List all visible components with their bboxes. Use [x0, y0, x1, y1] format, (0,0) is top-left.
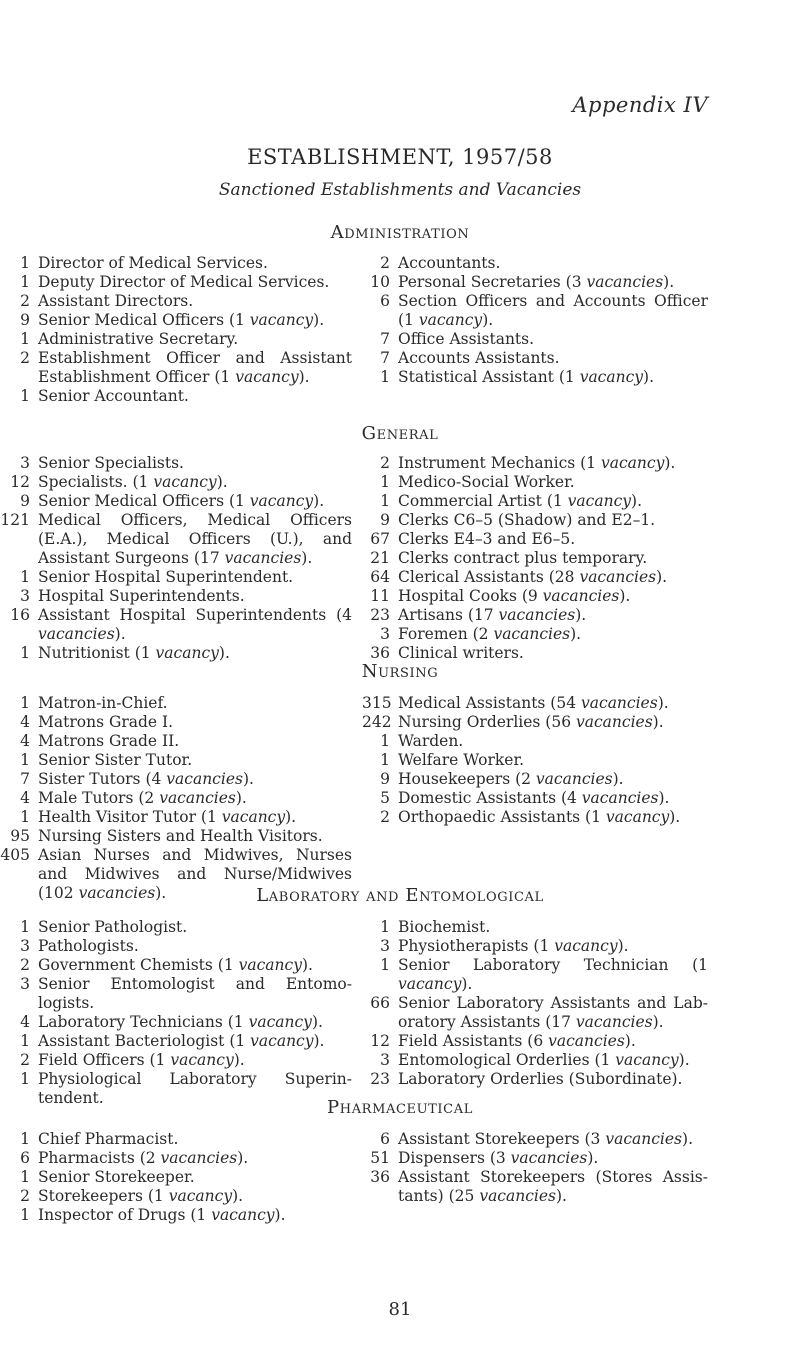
entry-count: 1 [380, 732, 390, 750]
entry-count: 1 [20, 918, 30, 936]
entry-description: Health Visitor Tutor (1 vacancy). [38, 808, 297, 826]
establishment-entry [362, 956, 708, 994]
entry-count: 4 [20, 732, 30, 750]
entry-count: 2 [20, 1051, 30, 1069]
entry-count: 1 [20, 751, 30, 769]
establishment-entry [362, 1168, 708, 1206]
establishment-entry [0, 1013, 352, 1032]
entry-description: Commercial Artist (1 vacancy). [398, 492, 642, 510]
entry-description: Senior Accountant. [38, 387, 189, 405]
entry-count: 64 [370, 568, 390, 586]
entry-count: 4 [20, 1013, 30, 1031]
administration-right-list [362, 254, 708, 387]
entry-count: 10 [370, 273, 390, 291]
entry-count: 9 [380, 511, 390, 529]
entry-description: Establishment Officer and Assistant Establishment Officer (1 vacancy). [38, 349, 352, 386]
establishment-entry [362, 368, 708, 387]
entry-count: 405 [0, 846, 30, 864]
entry-description: Senior Storekeeper. [38, 1168, 195, 1186]
establishment-entry [0, 454, 352, 473]
establishment-entry [362, 1051, 708, 1070]
entry-description: Senior Medical Officers (1 vacancy). [38, 311, 325, 329]
nursing-left-list [0, 694, 352, 903]
page-subtitle: Sanctioned Establishments and Vacancies [218, 180, 582, 200]
establishment-entry [0, 808, 352, 827]
entry-count: 7 [380, 330, 390, 348]
entry-description: Orthopaedic Assistants (1 vacancy). [398, 808, 681, 826]
entry-count: 1 [380, 751, 390, 769]
entry-count: 121 [0, 511, 30, 529]
entry-description: Senior Laboratory Technician (1 vacancy). [398, 956, 708, 993]
entry-count: 36 [370, 644, 390, 662]
entry-count: 2 [380, 454, 390, 472]
entry-description: Laboratory Technicians (1 vacancy). [38, 1013, 323, 1031]
establishment-entry [0, 1187, 352, 1206]
pharmaceutical-right-list [362, 1130, 708, 1206]
establishment-entry [0, 330, 352, 349]
establishment-entry [0, 568, 352, 587]
entry-description: Section Officers and Accounts Officer (1 vacancy). [398, 292, 708, 329]
entry-count: 11 [370, 587, 390, 605]
establishment-entry [362, 511, 708, 530]
entry-description: Clinical writers. [398, 644, 524, 662]
entry-count: 1 [20, 694, 30, 712]
entry-count: 1 [20, 1168, 30, 1186]
entry-count: 7 [20, 770, 30, 788]
entry-count: 2 [20, 956, 30, 974]
establishment-entry [362, 732, 708, 751]
entry-count: 1 [380, 473, 390, 491]
section-heading-nursing: Nursing [361, 661, 439, 682]
entry-count: 66 [370, 994, 390, 1012]
establishment-entry [0, 713, 352, 732]
establishment-entry [0, 492, 352, 511]
entry-description: Senior Specialists. [38, 454, 184, 472]
establishment-entry [0, 273, 352, 292]
entry-description: Sister Tutors (4 vacancies). [38, 770, 254, 788]
entry-description: Nursing Orderlies (56 vacancies). [398, 713, 664, 731]
entry-description: Field Officers (1 vacancy). [38, 1051, 245, 1069]
entry-description: Pathologists. [38, 937, 139, 955]
establishment-entry [362, 606, 708, 625]
establishment-entry [362, 994, 708, 1032]
entry-description: Artisans (17 vacancies). [398, 606, 587, 624]
entry-count: 12 [10, 473, 30, 491]
establishment-entry [362, 292, 708, 330]
establishment-entry [0, 937, 352, 956]
entry-count: 3 [20, 937, 30, 955]
entry-description: Clerks E4–3 and E6–5. [398, 530, 576, 548]
entry-description: Medical Assistants (54 vacancies). [398, 694, 669, 712]
entry-description: Foremen (2 vacancies). [398, 625, 582, 643]
entry-description: Warden. [398, 732, 464, 750]
establishment-entry [362, 789, 708, 808]
entry-count: 1 [380, 492, 390, 510]
entry-count: 5 [380, 789, 390, 807]
entry-count: 7 [380, 349, 390, 367]
entry-count: 23 [370, 606, 390, 624]
entry-count: 51 [370, 1149, 390, 1167]
administration-left-list [0, 254, 352, 406]
entry-count: 16 [10, 606, 30, 624]
section-heading-administration: Administration [330, 222, 470, 243]
entry-count: 23 [370, 1070, 390, 1088]
entry-count: 1 [20, 273, 30, 291]
entry-count: 1 [20, 568, 30, 586]
entry-description: Dispensers (3 vacancies). [398, 1149, 599, 1167]
entry-description: Physiotherapists (1 vacancy). [398, 937, 629, 955]
section-heading-laboratory: Laboratory and Entomological [256, 885, 544, 906]
entry-description: Administrative Secretary. [38, 330, 239, 348]
establishment-entry [0, 694, 352, 713]
establishment-entry [0, 1130, 352, 1149]
entry-description: Field Assistants (6 vacancies). [398, 1032, 636, 1050]
entry-count: 1 [20, 1070, 30, 1088]
establishment-entry [0, 606, 352, 644]
establishment-entry [362, 918, 708, 937]
section-heading-general: General [361, 423, 439, 444]
entry-description: Storekeepers (1 vacancy). [38, 1187, 244, 1205]
entry-count: 3 [20, 587, 30, 605]
entry-description: Director of Medical Services. [38, 254, 268, 272]
entry-description: Clerks C6–5 (Shadow) and E2–1. [398, 511, 656, 529]
entry-description: Accounts Assistants. [398, 349, 560, 367]
establishment-entry [0, 732, 352, 751]
establishment-entry [0, 311, 352, 330]
establishment-entry [362, 473, 708, 492]
establishment-entry [0, 918, 352, 937]
entry-description: Welfare Worker. [398, 751, 525, 769]
entry-description: Entomological Orderlies (1 vacancy). [398, 1051, 690, 1069]
entry-count: 9 [380, 770, 390, 788]
entry-description: Matrons Grade II. [38, 732, 180, 750]
entry-count: 95 [10, 827, 30, 845]
entry-count: 315 [362, 694, 392, 712]
entry-description: Assistant Directors. [38, 292, 194, 310]
page-title: ESTABLISHMENT, 1957/58 [247, 145, 553, 169]
establishment-entry [362, 1149, 708, 1168]
entry-description: Senior Entomologist and Entomo-logists. [38, 975, 352, 1012]
establishment-entry [362, 937, 708, 956]
establishment-entry [0, 349, 352, 387]
entry-count: 2 [380, 808, 390, 826]
establishment-entry [0, 1168, 352, 1187]
establishment-entry [362, 694, 708, 713]
establishment-entry [0, 292, 352, 311]
entry-count: 6 [20, 1149, 30, 1167]
establishment-entry [362, 492, 708, 511]
entry-count: 9 [20, 311, 30, 329]
entry-count: 6 [380, 1130, 390, 1148]
entry-description: Senior Hospital Superintendent. [38, 568, 294, 586]
entry-count: 3 [20, 975, 30, 993]
entry-description: Office Assistants. [398, 330, 535, 348]
entry-description: Clerks contract plus temporary. [398, 549, 648, 567]
establishment-entry [362, 530, 708, 549]
entry-description: Assistant Storekeepers (3 vacancies). [398, 1130, 693, 1148]
entry-count: 4 [20, 789, 30, 807]
establishment-entry [0, 387, 352, 406]
establishment-entry [362, 330, 708, 349]
entry-description: Statistical Assistant (1 vacancy). [398, 368, 655, 386]
establishment-entry [362, 549, 708, 568]
establishment-entry [362, 454, 708, 473]
establishment-entry [362, 808, 708, 827]
entry-description: Hospital Superintendents. [38, 587, 245, 605]
entry-description: Domestic Assistants (4 vacancies). [398, 789, 670, 807]
entry-count: 1 [20, 387, 30, 405]
entry-description: Assistant Hospital Superintendents (4 vacancies). [38, 606, 352, 643]
entry-count: 21 [370, 549, 390, 567]
laboratory-right-list [362, 918, 708, 1089]
entry-description: Senior Medical Officers (1 vacancy). [38, 492, 325, 510]
establishment-entry [0, 1149, 352, 1168]
entry-count: 1 [380, 956, 390, 974]
entry-description: Assistant Bacteriologist (1 vacancy). [38, 1032, 325, 1050]
entry-description: Instrument Mechanics (1 vacancy). [398, 454, 676, 472]
entry-description: Accountants. [398, 254, 501, 272]
establishment-entry [0, 587, 352, 606]
entry-count: 2 [20, 1187, 30, 1205]
entry-description: Medico-Social Worker. [398, 473, 575, 491]
establishment-entry [0, 1051, 352, 1070]
entry-description: Matrons Grade I. [38, 713, 174, 731]
entry-count: 1 [20, 330, 30, 348]
entry-count: 2 [20, 349, 30, 367]
establishment-entry [362, 587, 708, 606]
entry-description: Assistant Storekeepers (Stores Assis-tants) (25 vacancies). [398, 1168, 708, 1205]
entry-count: 6 [380, 292, 390, 310]
entry-count: 1 [380, 368, 390, 386]
entry-description: Asian Nurses and Midwives, Nurses and Midwives and Nurse/Midwives (102 vacancies). [38, 846, 352, 902]
establishment-entry [0, 975, 352, 1013]
entry-description: Nursing Sisters and Health Visitors. [38, 827, 323, 845]
entry-count: 36 [370, 1168, 390, 1186]
establishment-entry [0, 827, 352, 846]
entry-description: Male Tutors (2 vacancies). [38, 789, 247, 807]
entry-count: 3 [380, 625, 390, 643]
entry-description: Housekeepers (2 vacancies). [398, 770, 624, 788]
page-number: 81 [388, 1299, 412, 1320]
establishment-entry [362, 349, 708, 368]
appendix-label: Appendix IV [572, 93, 708, 117]
establishment-entry [362, 770, 708, 789]
general-left-list [0, 454, 352, 663]
entry-description: Inspector of Drugs (1 vacancy). [38, 1206, 286, 1224]
entry-description: Government Chemists (1 vacancy). [38, 956, 313, 974]
establishment-entry [362, 713, 708, 732]
establishment-entry [0, 956, 352, 975]
entry-count: 3 [20, 454, 30, 472]
entry-description: Nutritionist (1 vacancy). [38, 644, 230, 662]
entry-count: 4 [20, 713, 30, 731]
section-heading-pharmaceutical: Pharmaceutical [327, 1097, 473, 1118]
establishment-entry [362, 751, 708, 770]
entry-count: 9 [20, 492, 30, 510]
entry-count: 12 [370, 1032, 390, 1050]
establishment-entry [0, 1032, 352, 1051]
entry-description: Biochemist. [398, 918, 491, 936]
establishment-entry [0, 511, 352, 568]
establishment-entry [362, 1032, 708, 1051]
establishment-entry [0, 789, 352, 808]
entry-count: 1 [380, 918, 390, 936]
entry-description: Personal Secretaries (3 vacancies). [398, 273, 675, 291]
entry-count: 1 [20, 808, 30, 826]
entry-description: Laboratory Orderlies (Subordinate). [398, 1070, 683, 1088]
establishment-entry [362, 1070, 708, 1089]
establishment-entry [0, 751, 352, 770]
entry-count: 3 [380, 937, 390, 955]
entry-count: 242 [362, 713, 392, 731]
entry-description: Matron-in-Chief. [38, 694, 168, 712]
entry-description: Senior Laboratory Assistants and Lab-oratory Assistants (17 vacancies). [398, 994, 708, 1031]
establishment-entry [362, 273, 708, 292]
entry-description: Chief Pharmacist. [38, 1130, 179, 1148]
entry-count: 1 [20, 1206, 30, 1224]
entry-count: 1 [20, 254, 30, 272]
laboratory-left-list [0, 918, 352, 1108]
entry-count: 1 [20, 644, 30, 662]
establishment-entry [0, 1206, 352, 1225]
entry-count: 67 [370, 530, 390, 548]
entry-count: 2 [20, 292, 30, 310]
general-right-list [362, 454, 708, 663]
nursing-right-list [362, 694, 708, 827]
entry-description: Deputy Director of Medical Services. [38, 273, 330, 291]
pharmaceutical-left-list [0, 1130, 352, 1225]
entry-description: Senior Sister Tutor. [38, 751, 193, 769]
entry-count: 1 [20, 1130, 30, 1148]
establishment-entry [362, 1130, 708, 1149]
establishment-entry [0, 770, 352, 789]
entry-count: 1 [20, 1032, 30, 1050]
entry-description: Physiological Laboratory Superin-tendent. [38, 1070, 352, 1107]
entry-count: 2 [380, 254, 390, 272]
entry-description: Specialists. (1 vacancy). [38, 473, 228, 491]
establishment-entry [362, 568, 708, 587]
entry-description: Medical Officers, Medical Officers (E.A.), Medical Officers (U.), and Assistant Surgeons (17 vacancies). [38, 511, 352, 567]
establishment-entry [0, 254, 352, 273]
establishment-entry [0, 473, 352, 492]
entry-description: Clerical Assistants (28 vacancies). [398, 568, 668, 586]
entry-description: Pharmacists (2 vacancies). [38, 1149, 249, 1167]
entry-description: Senior Pathologist. [38, 918, 188, 936]
entry-description: Hospital Cooks (9 vacancies). [398, 587, 631, 605]
establishment-entry [362, 254, 708, 273]
establishment-entry [362, 625, 708, 644]
entry-count: 3 [380, 1051, 390, 1069]
